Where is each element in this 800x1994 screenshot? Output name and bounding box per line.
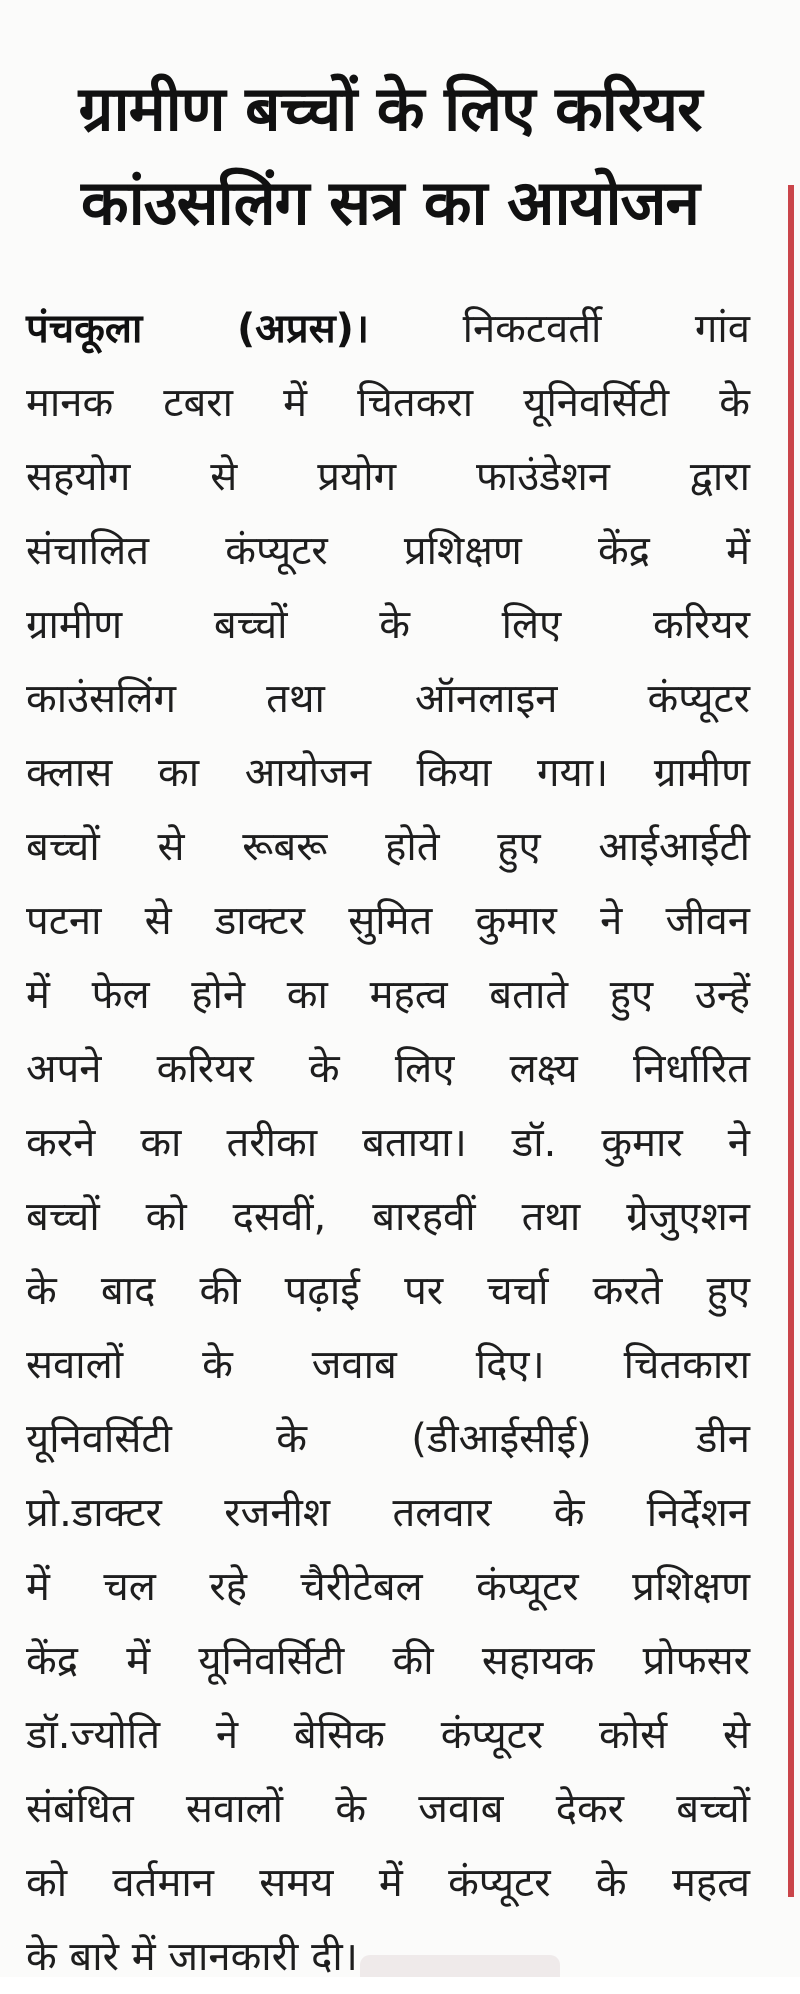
body-line-5: ग्रामीण बच्चों के लिए करियर — [26, 602, 750, 648]
body-line-14: के बाद की पढ़ाई पर चर्चा करते हुए — [26, 1268, 750, 1314]
body-line-2: मानक टबरा में चितकरा यूनिवर्सिटी के — [26, 380, 750, 426]
article-body — [26, 292, 750, 1994]
body-line-7: क्लास का आयोजन किया गया। ग्रामीण — [26, 750, 750, 796]
body-line-22: को वर्तमान समय में कंप्यूटर के महत्व — [26, 1860, 750, 1906]
body-line-17: प्रो.डाक्टर रजनीश तलवार के निर्देशन — [26, 1490, 750, 1536]
headline — [30, 62, 750, 250]
body-line-12: करने का तरीका बताया। डॉ. कुमार ने — [26, 1120, 750, 1166]
headline-line-1: ग्रामीण बच्चों के लिए करियर — [78, 72, 702, 145]
body-line-13: बच्चों को दसवीं, बारहवीं तथा ग्रेजुएशन — [26, 1194, 750, 1240]
body-line-20: डॉ.ज्योति ने बेसिक कंप्यूटर कोर्स से — [26, 1712, 750, 1758]
body-line-1 — [26, 292, 750, 366]
body-line-23: के बारे में जानकारी दी। — [26, 1934, 358, 1980]
body-line-1-text: निकटवर्ती गांव — [462, 306, 751, 352]
dateline: पंचकूला (अप्रस)। — [26, 306, 370, 352]
body-line-19: केंद्र में यूनिवर्सिटी की सहायक प्रोफसर — [26, 1638, 750, 1684]
body-line-9: पटना से डाक्टर सुमित कुमार ने जीवन — [26, 898, 750, 944]
body-line-16: यूनिवर्सिटी के (डीआईसीई) डीन — [26, 1416, 750, 1462]
body-line-11: अपने करियर के लिए लक्ष्य निर्धारित — [26, 1046, 750, 1092]
body-line-4: संचालित कंप्यूटर प्रशिक्षण केंद्र में — [26, 528, 750, 574]
body-line-6: काउंसलिंग तथा ऑनलाइन कंप्यूटर — [26, 676, 750, 722]
bottom-edge-shadow — [360, 1955, 560, 1977]
body-line-10: में फेल होने का महत्व बताते हुए उन्हें — [26, 972, 750, 1018]
body-line-15: सवालों के जवाब दिए। चितकारा — [26, 1342, 750, 1388]
headline-line-2: कांउसलिंग सत्र का आयोजन — [81, 166, 699, 239]
body-line-21: संबंधित सवालों के जवाब देकर बच्चों — [26, 1786, 750, 1832]
body-line-8: बच्चों से रूबरू होते हुए आईआईटी — [26, 824, 750, 870]
body-line-18: में चल रहे चैरीटेबल कंप्यूटर प्रशिक्षण — [26, 1564, 750, 1610]
body-line-3: सहयोग से प्रयोग फाउंडेशन द्वारा — [26, 454, 750, 500]
column-rule — [788, 185, 794, 1897]
